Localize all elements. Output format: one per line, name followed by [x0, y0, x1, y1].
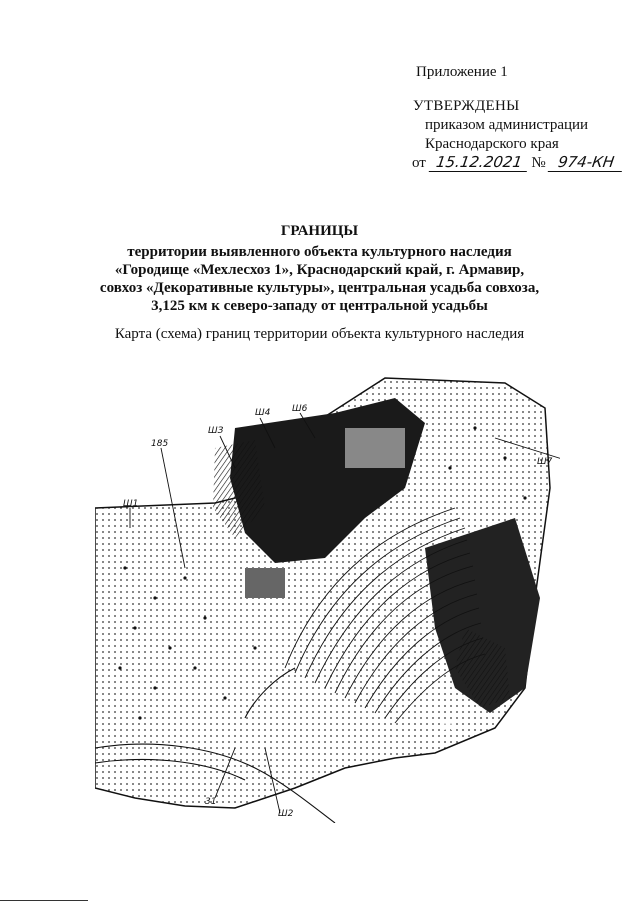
map-caption: Карта (схема) границ территории объекта культурного наследия — [114, 326, 525, 342]
appendix-label: Приложение 1 — [416, 64, 508, 80]
order-line-2: Краснодарского края — [425, 136, 559, 152]
title-line-3: совхоз «Декоративные культуры», центральная усадьба совхоза, — [99, 280, 540, 296]
map-label: ШЗ — [208, 426, 224, 436]
number-value: 974-КН — [548, 154, 625, 172]
title-line-4: 3,125 км к северо-западу от центральной усадьбы — [151, 298, 488, 314]
map-label: 31 — [205, 797, 217, 807]
map-label: 185 — [151, 439, 169, 449]
date-number-line — [412, 154, 623, 172]
approved-label: УТВЕРЖДЕНЫ — [413, 98, 520, 114]
date-value: 15.12.2021 — [428, 154, 529, 172]
map-label: Ш6 — [292, 404, 308, 414]
map-label: Ш7 — [537, 457, 553, 467]
date-prefix: от — [412, 155, 426, 171]
map-label: Ш1 — [123, 499, 139, 509]
map-label: Ш2 — [278, 809, 294, 819]
grey-block — [245, 568, 285, 598]
title-line-1: территории выявленного объекта культурного наследия — [127, 244, 512, 260]
footer-rule — [0, 900, 88, 901]
title-line-2: «Городище «Мехлесхоз 1», Краснодарский край, г. Армавир, — [114, 262, 525, 278]
grey-block — [345, 428, 405, 468]
title-heading: ГРАНИЦЫ — [280, 223, 359, 239]
number-prefix: № — [531, 155, 546, 171]
map-label: ЕП — [441, 723, 454, 733]
map-label: Ш4 — [255, 408, 271, 418]
boundary-map — [95, 368, 560, 823]
order-line-1: приказом администрации — [425, 117, 589, 133]
